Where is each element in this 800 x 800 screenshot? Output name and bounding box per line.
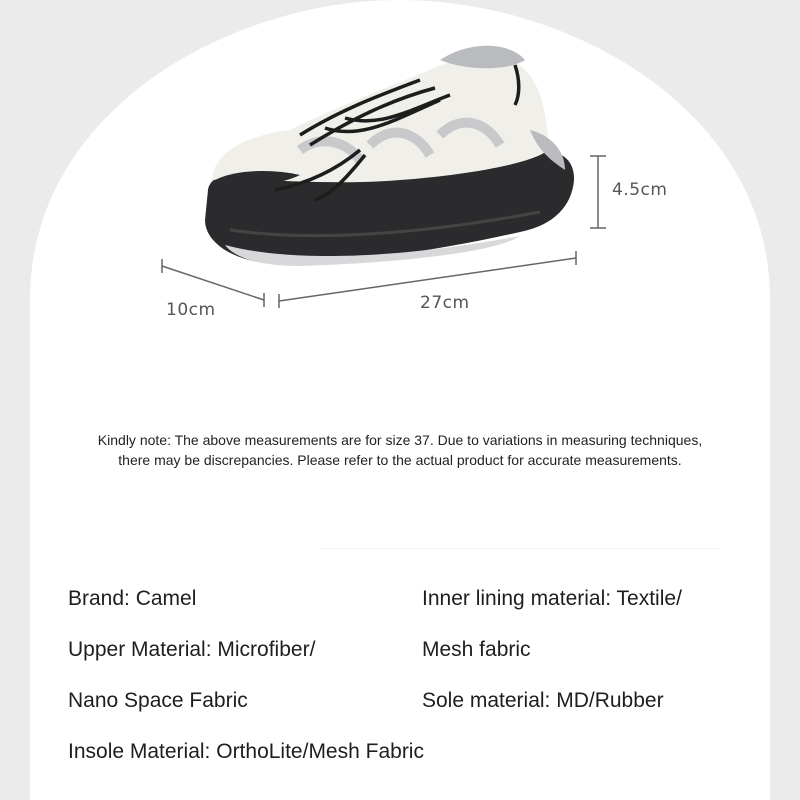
measurement-note-line-2: there may be discrepancies. Please refer to the actual product for accurate measurements. <box>118 452 682 468</box>
section-divider <box>320 548 720 549</box>
spec-lining-material: Inner lining material: Textile/ <box>422 587 682 610</box>
spec-upper-material-cont: Nano Space Fabric <box>68 689 248 712</box>
spec-brand: Brand: Camel <box>68 587 197 610</box>
measurement-note <box>0 430 800 470</box>
width-label: 10cm <box>166 300 216 320</box>
spec-lining-material-cont: Mesh fabric <box>422 638 531 661</box>
spec-upper-material: Upper Material: Microfiber/ <box>68 638 316 661</box>
height-dimension-line <box>590 156 606 228</box>
measurement-note-line-1: Kindly note: The above measurements are for size 37. Due to variations in measuring techniques, <box>97 432 703 448</box>
spec-sole-material: Sole material: MD/Rubber <box>422 689 664 712</box>
length-label: 27cm <box>420 293 470 313</box>
spec-insole-material: Insole Material: OrthoLite/Mesh Fabric <box>68 740 424 763</box>
height-label: 4.5cm <box>612 180 668 200</box>
